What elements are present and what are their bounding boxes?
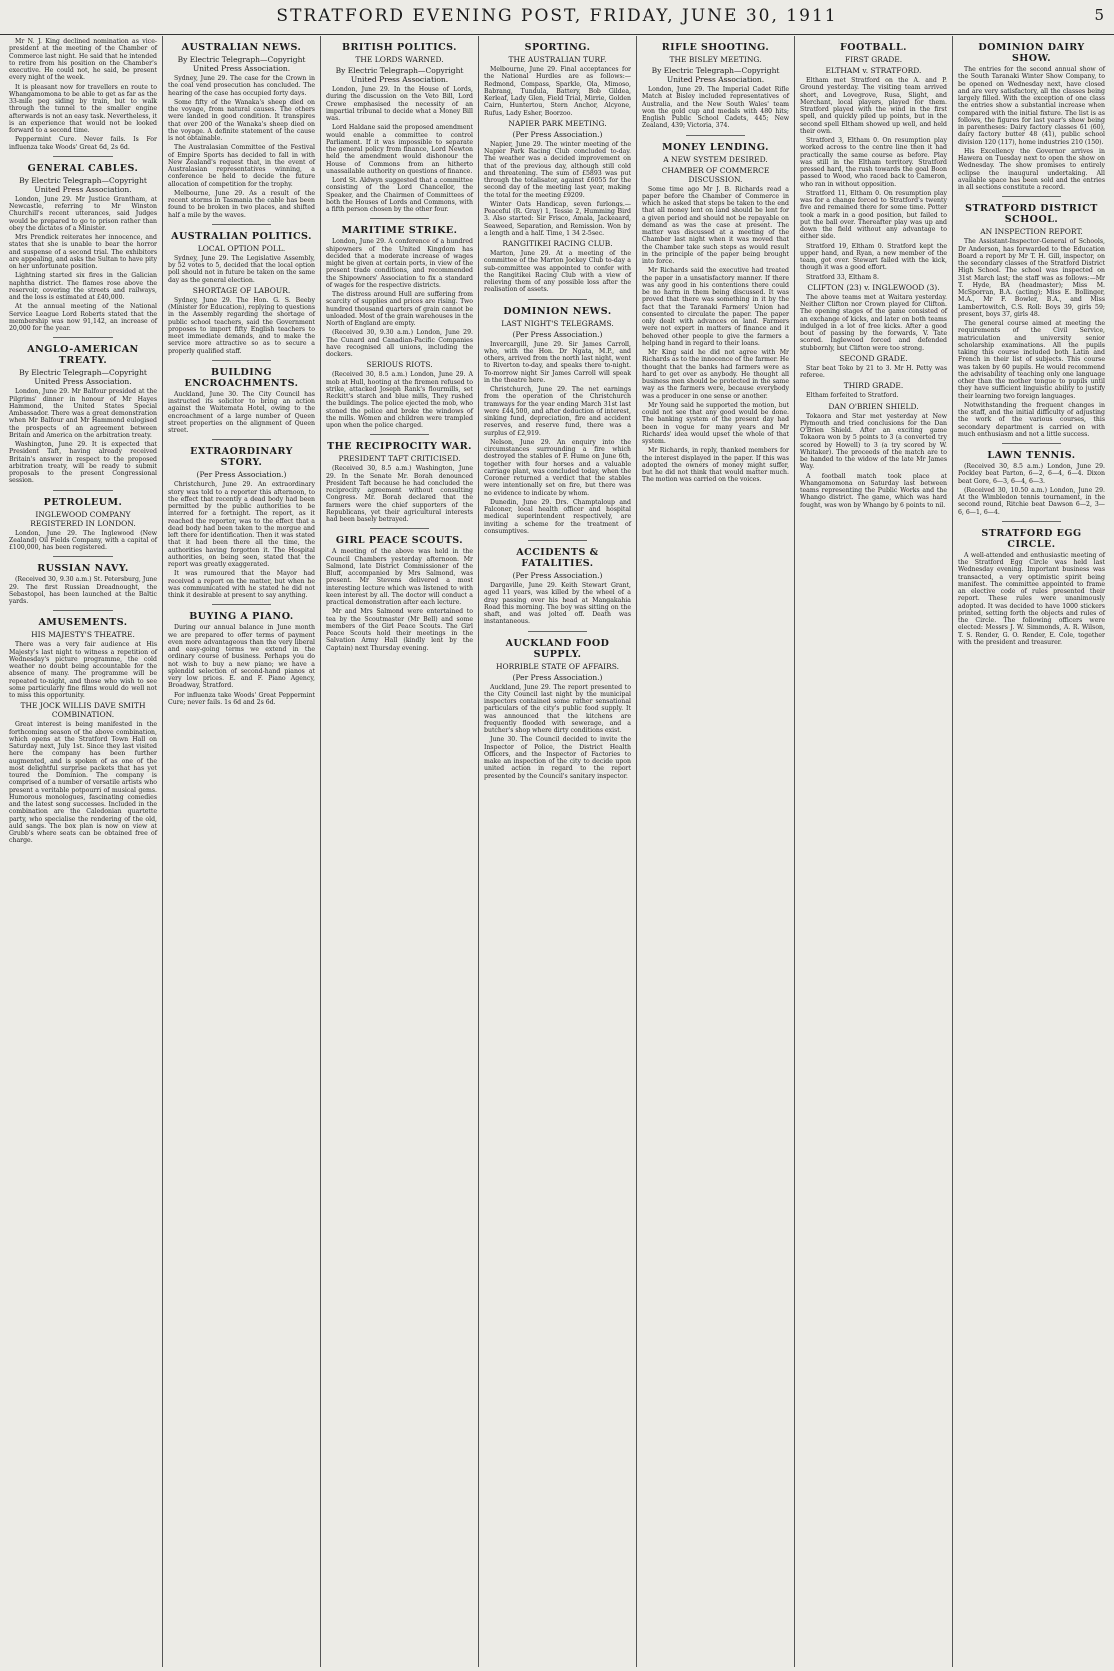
article-subheading: THIRD GRADE. bbox=[843, 381, 904, 391]
article-subheading: ELTHAM v. STRATFORD. bbox=[825, 66, 922, 75]
page-number: 5 bbox=[1094, 6, 1104, 24]
article-subheading: DAN O'BRIEN SHIELD. bbox=[828, 401, 919, 411]
article-paragraph: Mr Richards said the executive had treated the paper in a unsatisfactory manner. If there was any good in his contentions there could be no harm in them being discussed. It was proved that there was something in it by the fact that the Taranaki Farmers' Union had consented to circulate the paper. The paper only dealt with advances on land. Farmers were not expert in matters of finance and it behoved other people to give the farmers a helping hand in regard to their loans. bbox=[642, 267, 789, 347]
article-paragraph: Some time ago Mr J. B. Richards read a paper before the Chamber of Commerce in which he asked that steps be taken to the end that all money lent on land should be lent for a given period and should not be repayable on demand as was the case at present. The matter was discussed at a meeting of the Chamber last night when it was moved that the Chamber take such steps as would result in the principle of the paper being brought into force. bbox=[642, 185, 789, 265]
column-6 bbox=[794, 36, 952, 1667]
masthead bbox=[0, 0, 1114, 35]
article-paragraph: Stratford 11, Eltham 0. On resumption play was for a change forced to Stratford's twenty five and remained there for some time. Potter took a mark in a good position, but failed to put the ball over. Thereafter play was up and down the field without any advantage to either side. bbox=[800, 189, 947, 241]
article-subheading: LOCAL OPTION POLL. bbox=[197, 243, 286, 253]
article-paragraph: London, June 29. A conference of a hundred shipowners of the United Kingdom has decided that a moderate increase of wages might be given at certain ports, in view of the present trade conditions, and recommended the Shipowners' Association to fix a standard of wages for the respective districts. bbox=[326, 238, 473, 289]
article-heading: MARITIME STRIKE. bbox=[341, 225, 458, 237]
article-paragraph: A well-attended and enthusiastic meeting of the Stratford Egg Circle was held last Wednesday evening. Important business was transacted, a very optimistic spirit being manifest. The committee appointed to frame an elective code of rules presented their report. These rules were unanimously adopted. It was decided to have 1000 stickers printed, setting forth the objects and rules of the Circle. The following officers were elected: Messrs J. W. Simmonds, A. R. Wilson, T. S. Render, G. O. Render, E. Cole, together with the president and treasurer. bbox=[958, 551, 1105, 646]
divider bbox=[53, 490, 112, 491]
column-7 bbox=[952, 36, 1110, 1667]
article-heading: PETROLEUM. bbox=[43, 496, 123, 508]
divider bbox=[1002, 196, 1061, 197]
article-paragraph: The entries for the second annual show of the South Taranaki Winter Show Company, to be opened on Wednesday next, have closed and are very satisfactory, all the classes being largely filled. With the exception of one class the entries show a substantial increase when compared with the initial fixture. The list is as follows, the figures for last year's show being in parentheses: Dairy factory classes 61 (60), dairy factory butter 48 (41), public school division 120 (117), home industries 210 (150). bbox=[958, 66, 1105, 146]
article-paragraph: (Received 30, 8.5 a.m.) Washington, June 29. In the Senate Mr. Borah denounced President Taft because he had concluded the reciprocity agreement without consulting Congress. Mr. Borah declared that the farmers were the chief supporters of the Republicans, yet their agricultural interests had been basely betrayed. bbox=[326, 465, 473, 523]
article-paragraph: Some fifty of the Wanaka's sheep died on the voyage, from natural causes. The others were landed in good condition. It transpires that over 200 of the Wanaka's sheep died on the voyage. A definite statement of the cause is not obtainable. bbox=[168, 98, 315, 142]
article-subheading: HORRIBLE STATE OF AFFAIRS. bbox=[495, 661, 620, 671]
columns bbox=[4, 36, 1110, 1667]
divider bbox=[370, 218, 429, 219]
divider bbox=[528, 540, 587, 541]
article-paragraph: Auckland, June 29. The report presented to the City Council last night by the municipal inspectors contained some rather sensational particulars of the city's public food supply. It was announced that the kitchens are frequently flooded with sewerage, and a butcher's shop where dirty conditions exist. bbox=[484, 683, 631, 734]
article-paragraph: Mrs Prendick reiterates her innocence, and states that she is unable to bear the horror and suspense of a second trial. The exhibitors are appealing, and asks the Sultan to have pity on her unfortunate position. bbox=[9, 234, 157, 270]
article-paragraph: (Received 30, 8.5 a.m.) London, June 29. Pockley beat Parton, 6—2, 6—4, 6—4. Dixon beat Gore, 6—3, 6—4, 6—3. bbox=[958, 463, 1105, 485]
article-subheading: INGLEWOOD COMPANY REGISTERED IN LONDON. bbox=[30, 509, 136, 528]
article-subheading: SHORTAGE OF LABOUR. bbox=[192, 285, 291, 295]
article-paragraph: Stratford 19, Eltham 0. Stratford kept the upper hand, and Ryan, a new member of the team, got over. Stewart failed with the kick, though it was a good effort. bbox=[800, 242, 947, 272]
article-paragraph: Melbourne, June 29. As a result of the recent storms in Tasmania the cable has been found to be broken in two places, and shifted half a mile by the waves. bbox=[168, 189, 315, 219]
article-paragraph: London, June 29. In the House of Lords, during the discussion on the Veto Bill, Lord Crewe emphasised the necessity of an impartial tribunal to decide what a Money Bill was. bbox=[326, 86, 473, 122]
article-paragraph: June 30. The Council decided to invite the Inspector of Police, the District Health Officers, and the Inspector of Factories to make an inspection of the city to decide upon united action in regard to the report presented by the Council's sanitary inspector. bbox=[484, 736, 631, 780]
article-heading: STRATFORD DISTRICT SCHOOL. bbox=[965, 203, 1098, 226]
divider bbox=[1002, 521, 1061, 522]
article-paragraph: Mr N. J. King declined nomination as vice-president at the meeting of the Chamber of Commerce last night. He said that he intended to retire from his position on the Chamber's executive. He could not, he said, be present every night of the week. bbox=[9, 38, 157, 82]
article-paragraph: The Assistant-Inspector-General of Schools, Dr Anderson, has forwarded to the Education Board a report by Mr T. H. Gill, inspector, on the secondary classes of the Stratford District High School. The school was inspected on 31st March last; the staff was as follows:—Mr T. Hyde, BA (headmaster); Miss M. McSporran, B.A. (acting); Miss E. Bollinger, M.A., Mr F. Bowler, B.A., and Miss Lambertowitch, C.S. Roll: Boys 39, girls 59; present, boys 37, girls 48. bbox=[958, 238, 1105, 318]
article-paragraph: (Received 30, 10.50 a.m.) London, June 29. At the Wimbledon tennis tournament, in the second round, Ritchie beat Dawson 6—2, 3—6, 6—1, 6—4. bbox=[958, 486, 1105, 516]
article-subheading: (Per Press Association.) bbox=[512, 672, 603, 682]
article-paragraph: Christchurch, June 29. An extraordinary story was told to a reporter this afternoon, to the effect that recently a dead body had been permitted by the public authorities to be interred for a fortnight. The report, as it reached the reporter, was to the effect that a dead body had been taken to the morgue and left there for identification. Then it was stated that it had been there all the time, the authorities having forgotten it. The Hospital authorities, on being seen, stated that the report was greatly exaggerated. bbox=[168, 481, 315, 568]
article-paragraph: Eltham met Stratford on the A. and P. Ground yesterday. The visiting team arrived short, and Lovegrove, Rusa, Slight, and Merchant, local players, played for them. Stratford played with the wind in the first spell, and quickly piled up points, but in the second spell Eltham showed up well, and held their own. bbox=[800, 77, 947, 135]
article-paragraph: It is pleasant now for travellers en route to Whangamomona to be able to get as far as the 33-mile peg siding by train, but to walk through the tunnel to the smaller engine afterwards is not an easy task. Nevertheless, it is an experience that would not be looked forward to a second time. bbox=[9, 83, 157, 134]
article-paragraph: Washington, June 29. It is expected that President Taft, having already received Britain's answer in respect to the proposed arbitration treaty, will be ready to submit proposals to the present Congressional session. bbox=[9, 441, 157, 485]
article-heading: RIFLE SHOOTING. bbox=[661, 42, 770, 53]
article-heading: STRATFORD EGG CIRCLE. bbox=[981, 527, 1082, 550]
divider bbox=[212, 360, 271, 361]
article-heading: GIRL PEACE SCOUTS. bbox=[335, 535, 464, 547]
article-heading: AUCKLAND FOOD SUPPLY. bbox=[505, 637, 610, 660]
article-paragraph: Winter Oats Handicap, seven furlongs.—Peaceful (R. Gray) 1, Tessie 2, Humming Bird 3. Also started: Sir Frisco, Amala, Jackeaard, Seaweed, Separation, and Remission. Won by a length and a half. Time, 1 34 2-5sec. bbox=[484, 200, 631, 237]
article-paragraph: At the annual meeting of the National Service League Lord Roberts stated that the membership was now 91,142, an increase of 20,000 for the year. bbox=[9, 303, 157, 332]
article-paragraph: Melbourne, June 29. Final acceptances for the National Hurdles are as follows:—Redmond, Compass, Sparkle, Ola, Mimoso, Babrang, Tundula, Battery, Bob Gildea, Kerleaf, Lady Glen, Field Trial, Mirrie, Golden Cairn, Huntertou, Stern Anchor, Alcyone, Rufus, Lady Esher, Boorzoo. bbox=[484, 66, 631, 117]
divider bbox=[212, 439, 271, 440]
article-paragraph: Eltham forfeited to Stratford. bbox=[806, 392, 899, 400]
column-1 bbox=[4, 36, 162, 1667]
article-paragraph: Lord Haldane said the proposed amendment would enable a committee to control Parliament. If it was impossible to separate the general policy from finance, Lord Newton held the amendment would dishonour the House of Commons from an hitherto unassailable authority on questions of finance. bbox=[326, 124, 473, 175]
article-paragraph: Peppermint Cure. Never fails. Is For influenza take Woods' Great 6d, 2s 6d. bbox=[9, 136, 157, 151]
article-paragraph: The distress around Hull are suffering from scarcity of supplies and prices are rising. Two hundred thousand quarters of grain cannot be unloaded. Most of the grain warehouses in the North of England are empty. bbox=[326, 291, 473, 327]
article-subheading: THE JOCK WILLIS DAVE SMITH COMBINATION. bbox=[20, 701, 146, 720]
article-paragraph: Tokaora and Star met yesterday at New Plymouth and tried conclusions for the Dan O'Brien Shield. After an exciting game Tokaora won by 5 points to 3 (a converted try scored by Howell) to 3 (a try scored by W. Whitaker). The proceeds of the match are to be handed to the widow of the late Mr James Way. bbox=[800, 412, 947, 471]
article-heading: AMUSEMENTS. bbox=[38, 617, 128, 629]
divider bbox=[1002, 443, 1061, 444]
article-paragraph: Stratford 33, Eltham 8. bbox=[806, 273, 879, 281]
article-paragraph: London, June 29. The Inglewood (New Zealand) Oil Fields Company, with a capital of £100,000, has been registered. bbox=[9, 529, 157, 551]
article-subheading: SERIOUS RIOTS. bbox=[366, 360, 433, 370]
article-heading: MONEY LENDING. bbox=[662, 141, 769, 153]
article-subheading: LAST NIGHT'S TELEGRAMS. bbox=[501, 318, 614, 328]
divider bbox=[212, 224, 271, 225]
article-paragraph: A meeting of the above was held in the Council Chambers yesterday afternoon. Mr Salmond, late District Commissioner of the Bluff, accompanied by Mrs Salmond, was present. Mr Stevens delivered a most interesting lecture which was listened to with keen interest by all. The doctor will conduct a practical demonstration after each lecture. bbox=[326, 548, 473, 606]
divider bbox=[53, 556, 112, 557]
article-paragraph: Great interest is being manifested in the forthcoming season of the above combination, which opens at the Stratford Town Hall on Saturday next, July 1st. Since they last visited here the company has been further augmented, and is spoken of as one of the most delightful surprise packets that has yet toured the Dominion. The company is comprised of a number of versatile artists who present a veritable potpourri of musical gems. Humorous monologues, fascinating comedies and the latest song successes. Included in the combination are the Caledonian quartette party, who specialise the rendering of the old, auld sangs. The box plan is now on view at Grubb's where seats can be obtained free of charge. bbox=[9, 721, 157, 845]
article-heading: FOOTBALL. bbox=[840, 42, 907, 53]
article-paragraph: (Received 30, 9.30 a.m.) St. Petersburg, June 29. The first Russian Dreadnought, the Sebastopol, has been launched at the Baltic yards. bbox=[9, 576, 157, 605]
article-paragraph: Marton, June 29. At a meeting of the committee of the Marton Jockey Club to-day a sub-committee was appointed to confer with the Rangitikei Racing Club with a view of relieving them of any possible loss after the realisation of assets. bbox=[484, 250, 631, 294]
article-paragraph: Sydney, June 29. The Hon. G. S. Beeby (Minister for Education), replying to questions in the Assembly regarding the shortage of public school teachers, said the Government proposes to import fifty English teachers to meet immediate demands, and to make the service more attractive so as to secure a properly qualified staff. bbox=[168, 296, 315, 355]
article-heading: LAWN TENNIS. bbox=[987, 450, 1076, 461]
article-paragraph: Stratford 3, Eltham 0. On resumption play worked across to the centre line then it had practically the same course as before. Play was still in the Eltham territory. Stratford pressed hard, the rush towards the goal Boon passed to Wood, who raced back to Cameron, who ran in without opposition. bbox=[800, 137, 947, 188]
article-subheading: (Per Press Association.) bbox=[512, 571, 603, 580]
column-5 bbox=[636, 36, 794, 1667]
article-subheading: A NEW SYSTEM DESIRED. bbox=[663, 154, 768, 164]
article-paragraph: Lord St. Aldwyn suggested that a committee consisting of the Lord Chancellor, the Speaker, and the Chairmen of Committees of both the Houses of Lords and Commons, with a fifth person chosen by the other four. bbox=[326, 177, 473, 213]
article-paragraph: Christchurch, June 29. The net earnings from the operation of the Christchurch tramways for the year ending March 31st last were £44,500, and after deduction of interest, sinking fund, depreciation, fire and accident reserves, and reserve fund, there was a surplus of £2,919. bbox=[484, 386, 631, 437]
article-paragraph: (Received 30, 8.5 a.m.) London, June 29. A mob at Hull, hooting at the firemen refused to strike, attacked Joseph Rank's flourmills, set Reckitt's starch and blue mills, They rushed the buildings. The police ejected the mob, who stoned the police and broke the windows of the mills. Women and children were trampled upon when the police charged. bbox=[326, 371, 473, 429]
divider bbox=[686, 135, 745, 136]
article-paragraph: Sydney, June 29. The case for the Crown in the coal vend prosecution has concluded. The hearing of the case has occupied forty days. bbox=[168, 75, 315, 97]
column-2 bbox=[162, 36, 320, 1667]
article-paragraph: The general course aimed at meeting the requirements of the Civil Service, matriculation and university senior scholarship examinations. All the pupils taking this course included both Latin and French in their list of subjects. This course was taken by 60 pupils. He would recommend the advisability of teaching only one language other than the mother tongue to pupils until they have sufficient linguistic ability to justify their learning two foreign languages. bbox=[958, 320, 1105, 400]
article-subheading: (Per Press Association.) bbox=[196, 470, 287, 480]
article-subheading: THE LORDS WARNED. bbox=[355, 55, 444, 64]
article-paragraph: The above teams met at Waitara yesterday. Neither Clifton nor Crown played for Clifton. The opening stages of the game consisted of an exchange of kicks, and later on both teams indulged in a lot of free kicks. After a good bout of passing by the forwards, V. Tate scored. Inglewood forced and defended stubbornly, but Clifton were too strong. bbox=[800, 293, 947, 352]
article-paragraph: London, June 29. The Imperial Cadet Rifle Match at Bisley included representatives of Australia, and the New South Wales' team won the gold cup and medals with 480 hits; English Public School Cadets, 445; New Zealand, 439; Victoria, 374. bbox=[642, 86, 789, 130]
article-paragraph: The Australasian Committee of the Festival of Empire Sports has decided to fall in with New Zealand's request that, in the event of Australasian representatives winning, a conference be held to decide the future allocation of competition for the trophy. bbox=[168, 144, 315, 188]
article-subheading: AN INSPECTION REPORT. bbox=[980, 227, 1083, 237]
article-heading: AUSTRALIAN POLITICS. bbox=[171, 230, 312, 242]
article-paragraph: Lightning started six fires in the Galician naphtha district. The flames rose above the reservoir, covering the streets and railways, and the loss is estimated at £40,000. bbox=[9, 272, 157, 301]
article-paragraph: Star beat Toko by 21 to 3. Mr H. Petty was referee. bbox=[800, 364, 947, 379]
divider bbox=[53, 610, 112, 611]
article-paragraph: London, June 29. Mr Justice Grantham, at Newcastle, referring to Mr Winston Churchill's recent utterances, said Judges would be prepared to go to prison rather than obey the dictates of a Minister. bbox=[9, 195, 157, 232]
article-paragraph: Invercargill, June 29. Sir James Carroll, who, with the Hon. Dr Ngata, M.P., and others, arrived from the north last night, went to Riverton to-day, and speaks there to-night. To-morrow night Sir James Carroll will speak in the theatre here. bbox=[484, 340, 631, 384]
article-heading: ACCIDENTS & FATALITIES. bbox=[516, 547, 599, 569]
article-paragraph: Napier, June 29. The winter meeting of the Napier Park Racing Club concluded to-day. The weather was a decided improvement on that of the previous day, although still cold and threatening. The sum of £5893 was put through the totalisator, against £6055 for the second day of the meeting last year, making the total for the meeting £9209. bbox=[484, 140, 631, 199]
article-subheading: By Electric Telegraph—Copyright United Press Association. bbox=[335, 66, 464, 84]
article-subheading: (Per Press Association.) bbox=[512, 329, 603, 339]
divider bbox=[370, 434, 429, 435]
article-subheading: CLIFTON (23) v. INGLEWOOD (3). bbox=[807, 282, 940, 292]
article-paragraph: Mr King said he did not agree with Mr Richards as to the innocence of the farmer. He thought that the banks had farmers were as hard to get over as anybody. He thought all business men should be protected in the same way as the farmers were, because everybody was a producer in one sense or another. bbox=[642, 349, 789, 400]
article-subheading: (Per Press Association.) bbox=[512, 129, 603, 139]
article-heading: DOMINION NEWS. bbox=[503, 305, 612, 317]
divider bbox=[212, 604, 271, 605]
article-paragraph: Dunedin, June 29. Drs. Champtaloup and Falconer, local health officer and hospital medical superintendent respectively, are inviting a scheme for the treatment of consumptives. bbox=[484, 498, 631, 535]
article-paragraph: For influenza take Woods' Great Peppermint Cure; never fails. 1s 6d and 2s 6d. bbox=[168, 691, 315, 706]
divider bbox=[528, 631, 587, 632]
article-subheading: RANGITIKEI RACING CLUB. bbox=[502, 239, 613, 248]
article-heading: RUSSIAN NAVY. bbox=[37, 563, 129, 575]
article-heading: BUILDING ENCROACHMENTS. bbox=[184, 366, 299, 389]
article-heading: EXTRAORDINARY STORY. bbox=[190, 446, 293, 469]
article-subheading: By Electric Telegraph—Copyright United Press Association. bbox=[19, 175, 147, 194]
article-paragraph: Nelson, June 29. An enquiry into the circumstances surrounding a fire which destroyed the stables of F. Hume on June 6th, together with four horses and a valuable carriage plant, was concluded today, when the Coroner returned a verdict that the stables were intentionally set on fire, but there was no evidence to indicate by whom. bbox=[484, 438, 631, 497]
article-heading: ANGLO-AMERICAN TREATY. bbox=[27, 344, 139, 367]
article-subheading: THE BISLEY MEETING. bbox=[669, 55, 762, 64]
article-paragraph: London, June 29. Mr Balfour presided at the Pilgrims' dinner in honour of Mr Hayes Hammond, the United States Special Ambassador. There was a great demonstration when Mr Balfour and Mr Hammond eulogised the prospects of an agreement between Britain and America on the arbitration treaty. bbox=[9, 388, 157, 439]
article-heading: BUYING A PIANO. bbox=[189, 611, 294, 623]
article-paragraph: During our annual balance in June month we are prepared to offer terms of payment even more advantageous than the very liberal and easy-going terms we extend in the ordinary course of business. Perhaps you do not wish to buy a new piano; we have a splendid selection of second-hand pianos at very low prices. E. and F. Piano Agency, Broadway, Stratford. bbox=[168, 624, 315, 690]
article-subheading: FIRST GRADE. bbox=[844, 55, 903, 64]
article-paragraph: Sydney, June 29. The Legislative Assembly, by 52 votes to 5, decided that the local option poll should not in future be taken on the same day as the general election. bbox=[168, 254, 315, 284]
article-subheading: By Electric Telegraph—Copyright United Press Association. bbox=[177, 55, 306, 73]
article-paragraph: Auckland, June 30. The City Council has instructed its solicitor to bring an action against the Waitemata Hotel, owing to the encroachment of a large number of Queen street properties on the alignment of Queen street. bbox=[168, 390, 315, 434]
divider bbox=[53, 337, 112, 338]
article-heading: DOMINION DAIRY SHOW. bbox=[978, 42, 1085, 64]
article-subheading: CHAMBER OF COMMERCE DISCUSSION. bbox=[661, 165, 770, 184]
article-subheading: HIS MAJESTY'S THEATRE. bbox=[31, 630, 135, 640]
article-heading: SPORTING. bbox=[524, 42, 591, 53]
article-paragraph: Dargaville, June 29. Keith Stewart Grant, aged 11 years, was killed by the wheel of a dray passing over his head at Mangakahia Road this morning. The boy was sitting on the shaft, and was jolted off. Death was instantaneous. bbox=[484, 582, 631, 626]
divider bbox=[53, 156, 112, 157]
article-heading: AUSTRALIAN NEWS. bbox=[181, 42, 302, 53]
article-paragraph: Mr and Mrs Salmond were entertained to tea by the Scoutmaster (Mr Bell) and some members of the Girl Peace Scouts. The Girl Peace Scouts hold their meetings in the Salvation Army Hall (kindly lent by the Captain) next Thursday evening. bbox=[326, 608, 473, 652]
article-subheading: By Electric Telegraph—Copyright United Press Association. bbox=[651, 66, 780, 84]
article-subheading: SECOND GRADE. bbox=[839, 353, 908, 363]
article-heading: BRITISH POLITICS. bbox=[342, 42, 457, 53]
divider bbox=[528, 299, 587, 300]
article-paragraph: It was rumoured that the Mayor had received a report on the matter, but when he was communicated with he stated he did not think it desirable at present to say anything. bbox=[168, 570, 315, 599]
masthead-title: STRATFORD EVENING POST, FRIDAY, JUNE 30, 1911 bbox=[276, 6, 838, 26]
column-3 bbox=[320, 36, 478, 1667]
article-subheading: PRESIDENT TAFT CRITICISED. bbox=[338, 454, 461, 464]
article-paragraph: There was a very fair audience at His Majesty's last night to witness a repetition of Wednesday's picture programme, the cold weather no doubt being accountable for the absence of many. The programme will be repeated to-night, and those who wish to see some particularly fine films would do well not to miss this opportunity. bbox=[9, 641, 157, 699]
article-heading: GENERAL CABLES. bbox=[27, 162, 139, 174]
article-paragraph: Notwithstanding the frequent changes in the staff, and the initial difficulty of adjusting the work of the various courses, this secondary department is carried on with much enthusiasm and not a little success. bbox=[958, 401, 1105, 438]
article-subheading: THE AUSTRALIAN TURF. bbox=[508, 55, 607, 64]
divider bbox=[370, 528, 429, 529]
article-paragraph: (Received 30, 9.30 a.m.) London, June 29. The Cunard and Canadian-Pacific Companies have recognised all unions, including the dockers. bbox=[326, 329, 473, 358]
article-paragraph: Mr Young said he supported the motion, but could not see that any good would be done. The banking system of the present day had been in vogue for many years and Mr Richards' idea would upset the whole of that system. bbox=[642, 401, 789, 445]
article-paragraph: Mr Richards, in reply, thanked members for the interest displayed in the paper. If this was adopted the owners of money might suffer, but he did not think that would matter much. The motion was carried on the voices. bbox=[642, 447, 789, 484]
article-subheading: NAPIER PARK MEETING. bbox=[508, 118, 607, 128]
article-heading: THE RECIPROCITY WAR. bbox=[327, 441, 472, 453]
article-paragraph: A football match took place at Whangamomona on Saturday last between teams representing the Public Works and the Whango district. The game, which was hard fought, was won by Whango by 6 points to nil. bbox=[800, 472, 947, 509]
article-subheading: By Electric Telegraph—Copyright United Press Association. bbox=[19, 368, 147, 387]
column-4 bbox=[478, 36, 636, 1667]
article-paragraph: His Excellency the Governor arrives in Hawera on Tuesday next to open the show on Wednesday. The show promises to entirely eclipse the inaugural undertaking. All available space has been sold and the entries in all sections constitute a record. bbox=[958, 147, 1105, 191]
